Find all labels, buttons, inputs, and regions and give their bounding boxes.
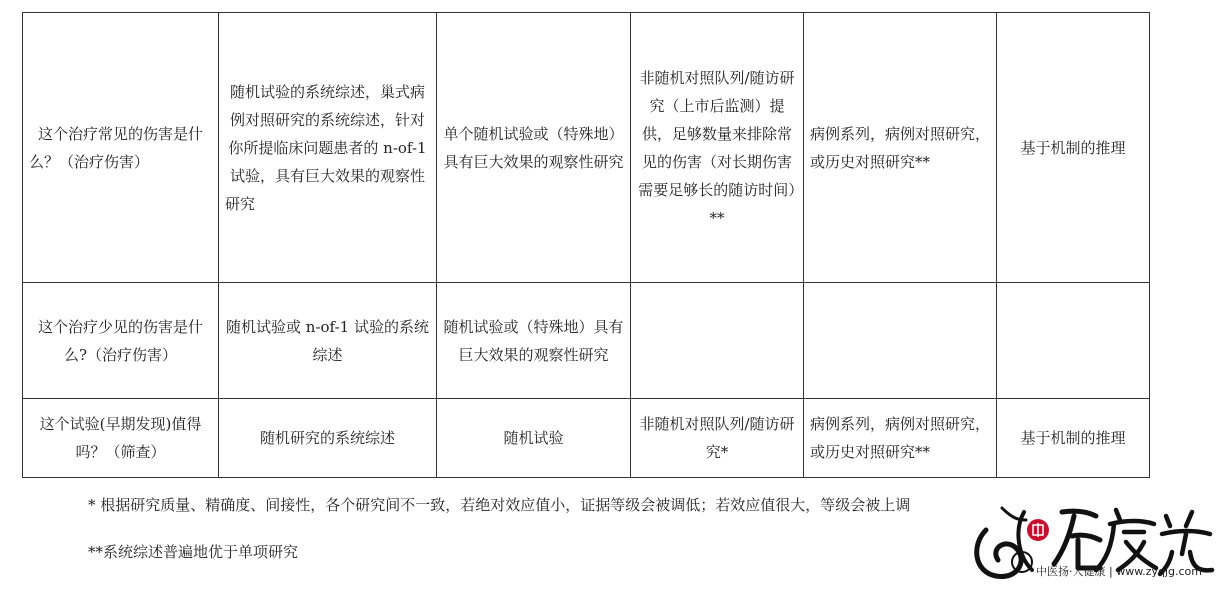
level4-cell: 病例系列，病例对照研究，或历史对照研究**: [804, 13, 997, 283]
level2-cell: 随机试验: [437, 399, 631, 478]
level1-cell: 随机研究的系统综述: [219, 399, 437, 478]
level5-cell: 基于机制的推理: [997, 13, 1150, 283]
level4-cell: 病例系列，病例对照研究，或历史对照研究**: [804, 399, 997, 478]
level5-cell: [997, 283, 1150, 399]
question-cell: 这个治疗常见的伤害是什么？（治疗伤害）: [23, 13, 219, 283]
footnote-systematic-review: **系统综述普遍地优于单项研究: [88, 543, 299, 561]
level3-cell: [631, 283, 804, 399]
level3-cell: 非随机对照队列/随访研究*: [631, 399, 804, 478]
level4-cell: [804, 283, 997, 399]
table-row: [23, 13, 1150, 283]
question-cell: 这个试验(早期发现)值得吗？（筛查）: [23, 399, 219, 478]
question-cell: 这个治疗少见的伤害是什么?（治疗伤害）: [23, 283, 219, 399]
table-row: [23, 283, 1150, 399]
watermark-site-text: 中医扬·人健康 | www.zyqjg.com: [1036, 565, 1202, 578]
level2-cell: 随机试验或（特殊地）具有巨大效果的观察性研究: [437, 283, 631, 399]
table-row: [23, 399, 1150, 478]
footnote-grade-adjustment: * 根据研究质量、精确度、间接性，各个研究间不一致，若绝对效应值小，证据等级会被调低；若效应值很大，等级会被上调: [88, 496, 911, 514]
evidence-levels-table: [22, 12, 1150, 478]
level3-cell: 非随机对照队列/随访研究（上市后监测）提供，足够数量来排除常见的伤害（对长期伤害需要足够长的随访时间）**: [631, 13, 804, 283]
level1-cell: 随机试验的系统综述，巢式病例对照研究的系统综述，针对你所提临床问题患者的 n-of-1 试验，具有巨大效果的观察性研究: [219, 13, 437, 283]
level5-cell: 基于机制的推理: [997, 399, 1150, 478]
level2-cell: 单个随机试验或（特殊地）具有巨大效果的观察性研究: [437, 13, 631, 283]
level1-cell: 随机试验或 n-of-1 试验的系统综述: [219, 283, 437, 399]
